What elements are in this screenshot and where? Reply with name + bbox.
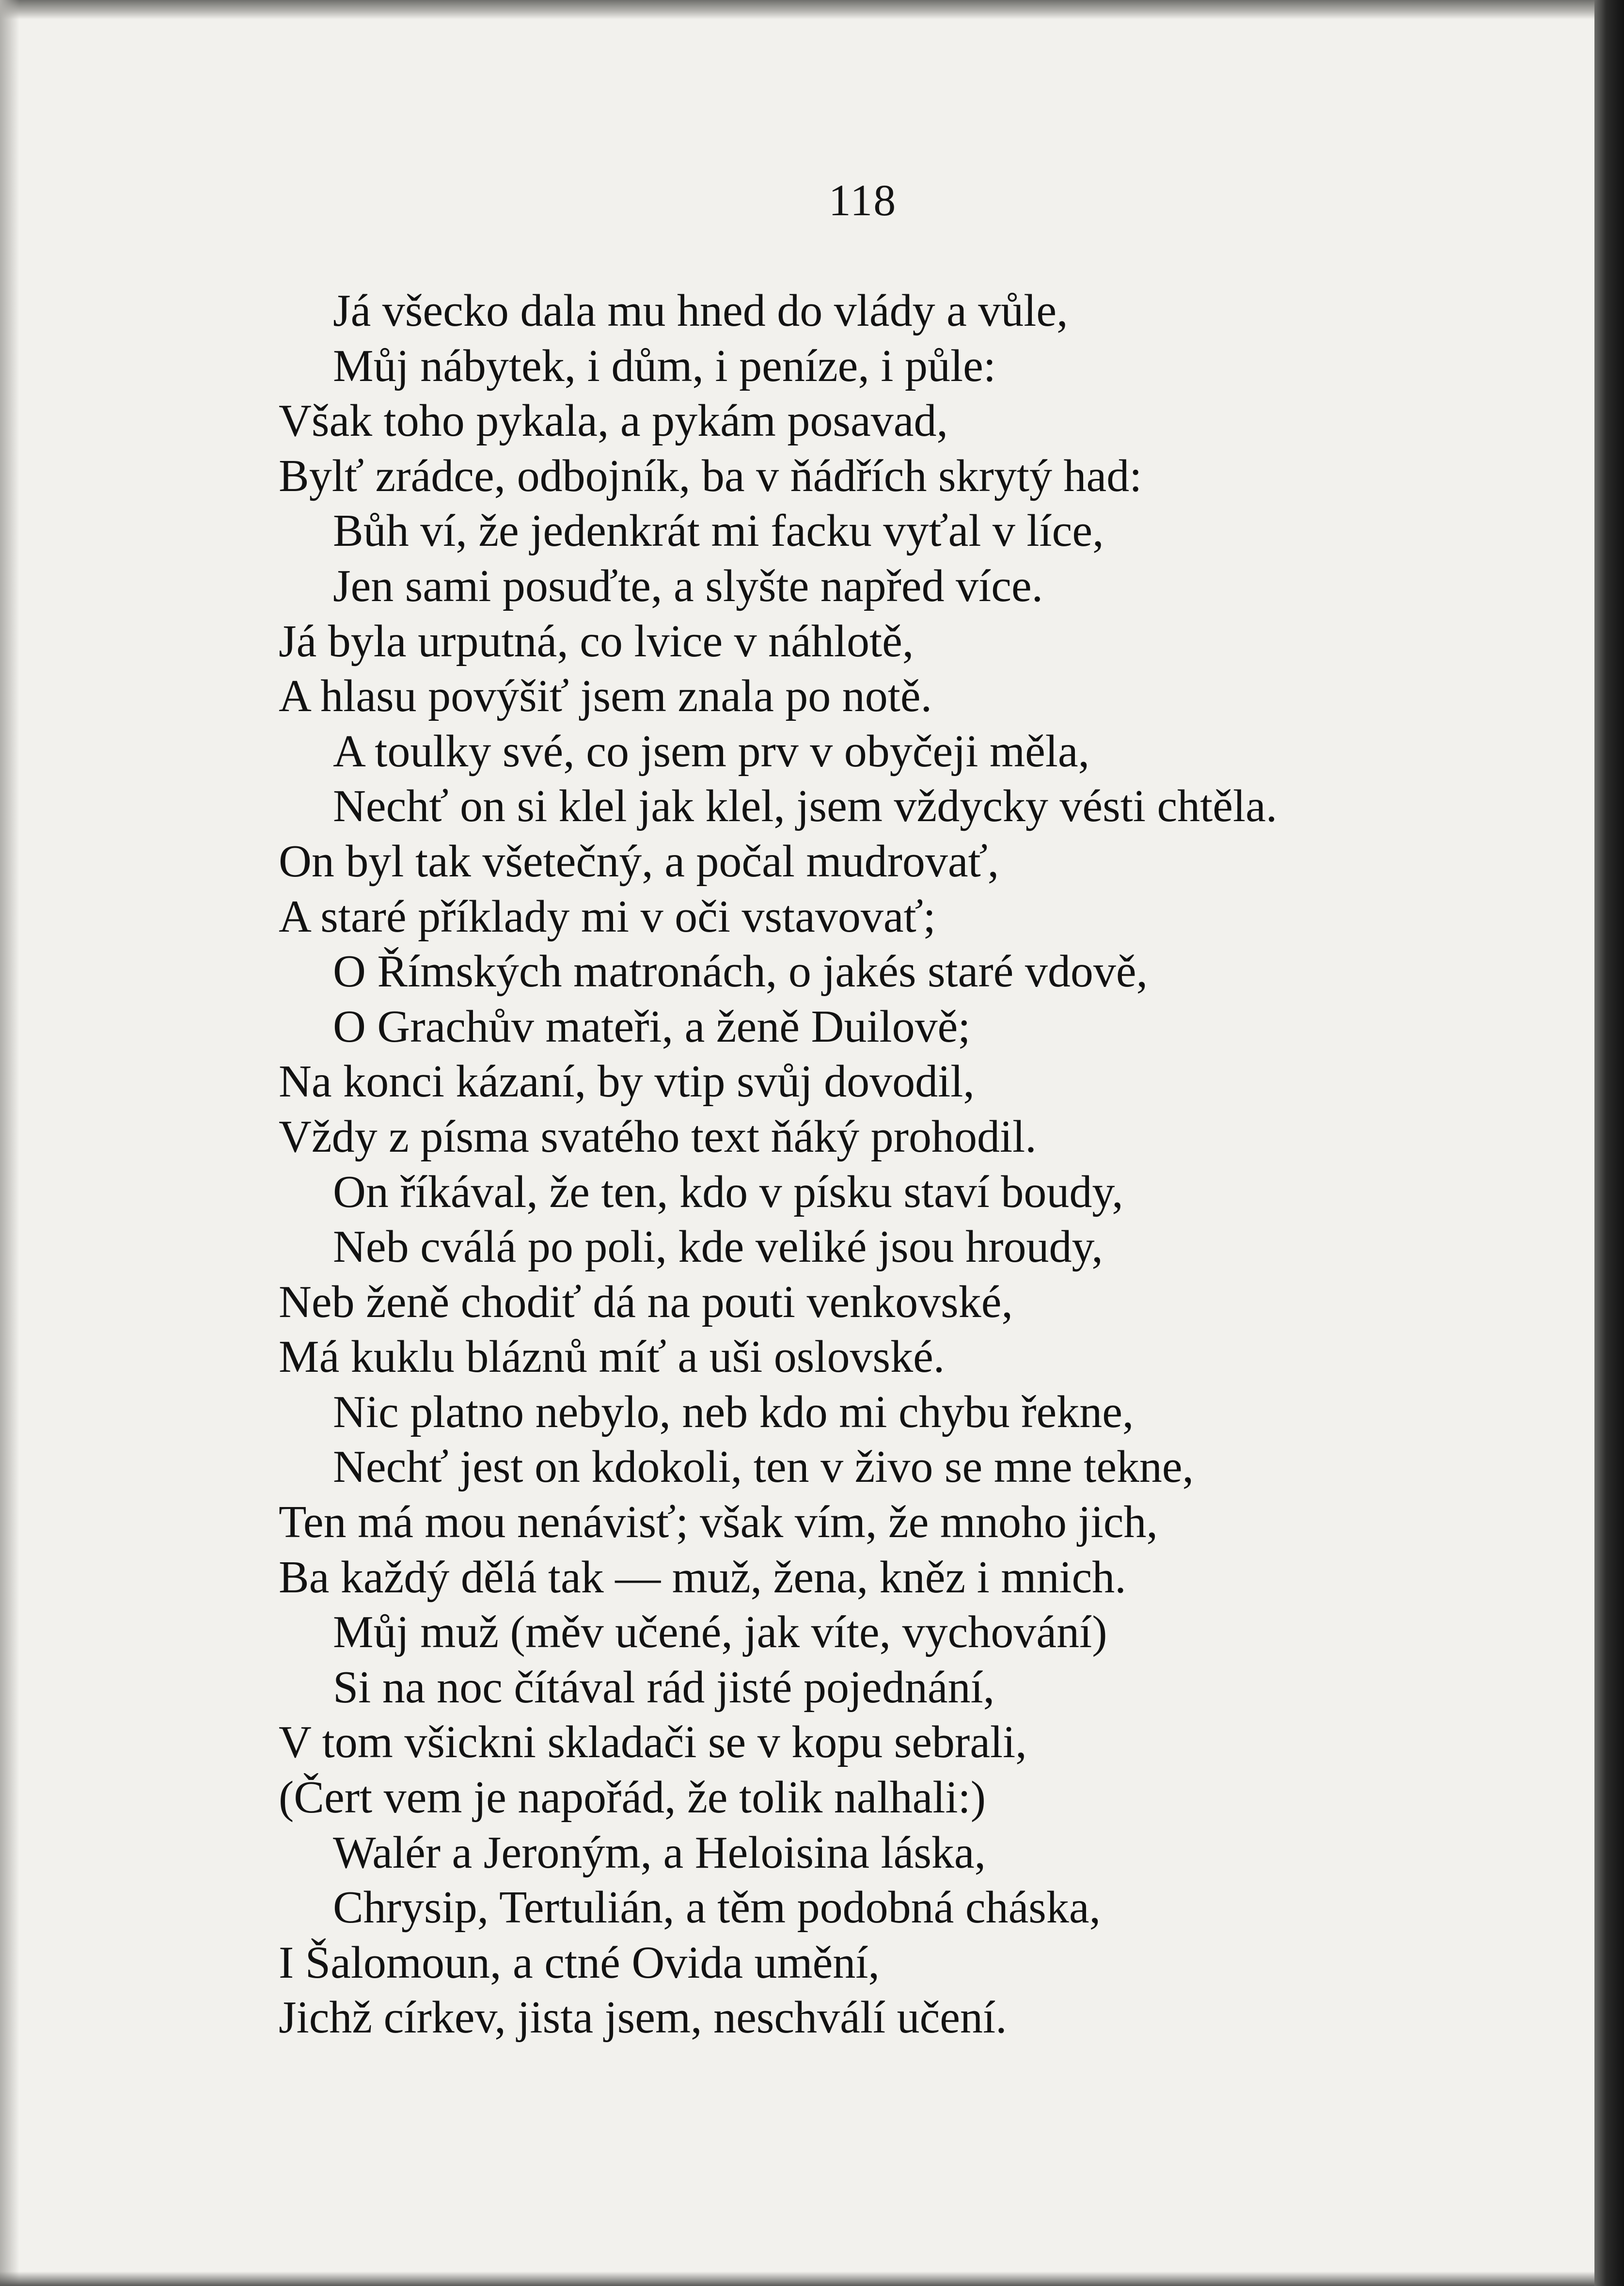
verse-line: Ten má mou nenávisť; však vím, že mnoho jich, [279, 1497, 1158, 1548]
verse-line: Ba každý dělá tak — muž, žena, kněz i mnich. [279, 1552, 1126, 1603]
verse-line: A toulky své, co jsem prv v obyčeji měla, [333, 726, 1090, 777]
verse-line: Já všecko dala mu hned do vlády a vůle, [333, 286, 1068, 336]
verse-line: Nechť jest on kdokoli, ten v živo se mne tekne, [333, 1442, 1194, 1492]
verse-line: (Čert vem je napořád, že tolik nalhali:) [279, 1772, 986, 1823]
page-top-shadow [0, 0, 1594, 19]
verse-line: Neb ženě chodiť dá na pouti venkovské, [279, 1276, 1013, 1327]
verse-line: Bylť zrádce, odbojník, ba v ňádřích skrytý had: [279, 450, 1142, 501]
verse-line: Vždy z písma svatého text ňáký prohodil. [279, 1111, 1037, 1162]
verse-line: Jen sami posuďte, a slyšte napřed více. [333, 560, 1043, 611]
verse-line: Však toho pykala, a pykám posavad, [279, 396, 948, 446]
verse-line: Můj muž (měv učené, jak víte, vychování) [333, 1607, 1107, 1658]
verse-line: O Římských matronách, o jakés staré vdově, [333, 946, 1148, 997]
verse-line: Jichž církev, jista jsem, neschválí učení. [279, 1992, 1007, 2043]
verse-line: Si na noc čítával rád jisté pojednání, [333, 1662, 995, 1713]
verse-line: Má kuklu bláznů míť a uši oslovské. [279, 1332, 945, 1382]
page-left-shadow [0, 0, 19, 2286]
book-spine-edge [1594, 0, 1624, 2286]
verse-line: Já byla urputná, co lvice v náhlotě, [279, 616, 914, 667]
verse-line: Bůh ví, že jedenkrát mi facku vyťal v líce, [333, 506, 1104, 556]
verse-line: On říkával, že ten, kdo v písku staví boudy, [333, 1166, 1123, 1217]
verse-line: V tom všickni skladači se v kopu sebrali, [279, 1717, 1027, 1768]
verse-line: Na konci kázaní, by vtip svůj dovodil, [279, 1056, 975, 1107]
verse-line: I Šalomoun, a ctné Ovida umění, [279, 1937, 880, 1988]
page-number: 118 [828, 175, 897, 225]
verse-line: Chrysip, Tertulián, a těm podobná cháska, [333, 1882, 1101, 1933]
verse-line: A staré příklady mi v oči vstavovať; [279, 891, 936, 942]
page-bottom-shadow [0, 2271, 1594, 2286]
verse-line: Nic platno nebylo, neb kdo mi chybu řekne, [333, 1386, 1134, 1437]
verse-line: O Grachův mateři, a ženě Duilově; [333, 1001, 971, 1052]
verse-line: Nechť on si klel jak klel, jsem vždycky vésti chtěla. [333, 781, 1277, 832]
verse-line: Walér a Jeroným, a Heloisina láska, [333, 1827, 986, 1878]
verse-line: On byl tak všetečný, a počal mudrovať, [279, 836, 999, 887]
verse-line: Můj nábytek, i dům, i peníze, i půle: [333, 340, 996, 391]
verse-line: A hlasu povýšiť jsem znala po notě. [279, 671, 932, 722]
verse-text [279, 284, 1481, 2046]
verse-line: Neb cválá po poli, kde veliké jsou hroudy, [333, 1222, 1103, 1272]
